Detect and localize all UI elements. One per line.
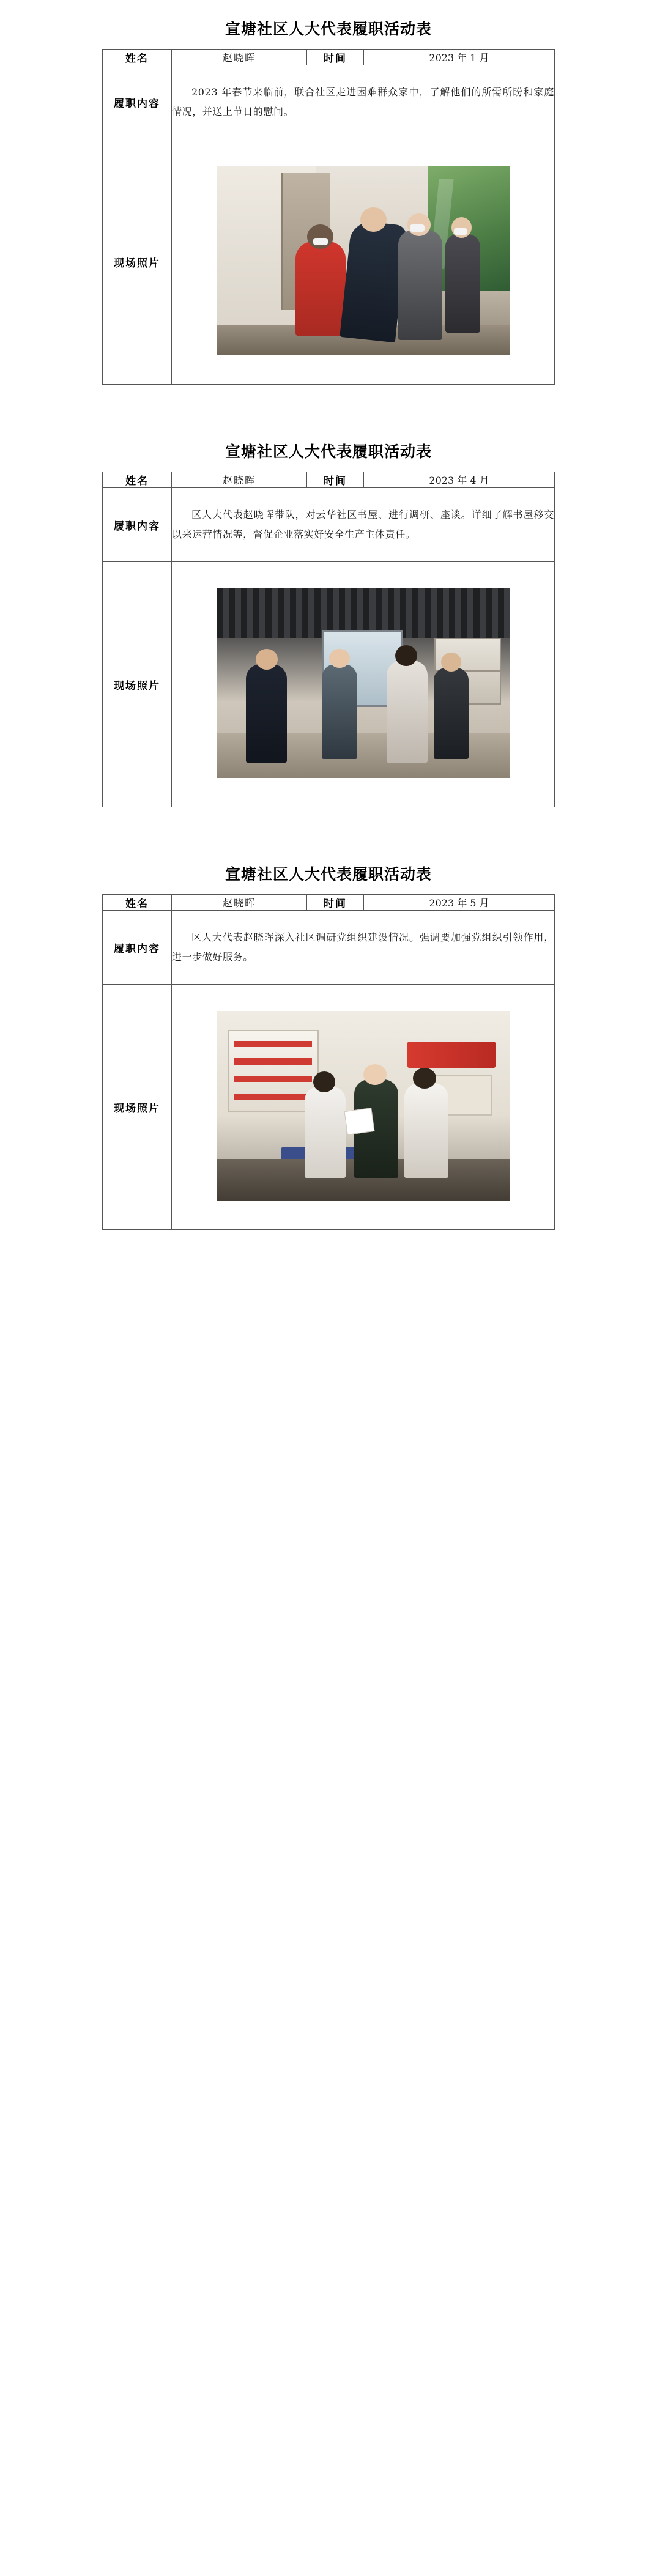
photo-person-2-head bbox=[363, 1064, 387, 1085]
site-photo-3 bbox=[217, 1011, 510, 1201]
time-label: 时间 bbox=[307, 895, 364, 911]
name-label: 姓名 bbox=[103, 472, 172, 488]
photo-label: 现场照片 bbox=[103, 562, 172, 807]
photo-person-far bbox=[445, 234, 481, 333]
time-value: 2023 年 4 月 bbox=[364, 472, 555, 488]
activity-form-table bbox=[102, 894, 555, 1230]
name-value: 赵晓晖 bbox=[172, 895, 307, 911]
content-value bbox=[172, 488, 555, 562]
content-paragraph: 区人大代表赵晓晖带队，对云华社区书屋、进行调研、座谈。详细了解书屋移交以来运营情况等，督促企业落实好安全生产主体责任。 bbox=[172, 509, 554, 540]
table-row bbox=[103, 65, 555, 139]
page-title: 宣塘社区人大代表履职活动表 bbox=[225, 20, 432, 38]
content-paragraph: 区人大代表赵晓晖深入社区调研党组织建设情况。强调要加强党组织引领作用，进一步做好服务。 bbox=[172, 931, 554, 963]
table-row bbox=[103, 50, 555, 65]
photo-value bbox=[172, 985, 555, 1230]
site-photo-1 bbox=[217, 166, 510, 355]
time-label: 时间 bbox=[307, 50, 364, 65]
activity-record-block bbox=[0, 17, 657, 440]
name-label: 姓名 bbox=[103, 895, 172, 911]
activity-record-block bbox=[0, 862, 657, 1285]
photo-document-sheet bbox=[344, 1108, 374, 1135]
table-row bbox=[103, 911, 555, 985]
photo-value bbox=[172, 139, 555, 385]
photo-mask-icon bbox=[410, 224, 425, 232]
table-row bbox=[103, 985, 555, 1230]
time-value: 2023 年 1 月 bbox=[364, 50, 555, 65]
name-label: 姓名 bbox=[103, 50, 172, 65]
content-value bbox=[172, 65, 555, 139]
photo-person-grey bbox=[398, 230, 442, 340]
name-value: 赵晓晖 bbox=[172, 472, 307, 488]
name-value: 赵晓晖 bbox=[172, 50, 307, 65]
photo-person-1-head bbox=[313, 1071, 335, 1092]
activity-record-block bbox=[0, 440, 657, 862]
photo-person-2 bbox=[322, 664, 357, 759]
page-title: 宣塘社区人大代表履职活动表 bbox=[225, 443, 432, 461]
content-label: 履职内容 bbox=[103, 65, 172, 139]
activity-form-table bbox=[102, 472, 555, 807]
photo-person-coat-head bbox=[360, 207, 387, 232]
table-row bbox=[103, 895, 555, 911]
photo-person-coat bbox=[340, 220, 407, 343]
content-paragraph: 2023 年春节来临前，联合社区走进困难群众家中，了解他们的所需所盼和家庭情况，并送上节日的慰问。 bbox=[172, 86, 554, 117]
photo-person-3 bbox=[404, 1083, 448, 1178]
table-row bbox=[103, 562, 555, 807]
content-value bbox=[172, 911, 555, 985]
photo-label: 现场照片 bbox=[103, 985, 172, 1230]
activity-form-table bbox=[102, 49, 555, 385]
time-label: 时间 bbox=[307, 472, 364, 488]
photo-red-banner bbox=[407, 1042, 496, 1068]
site-photo-2 bbox=[217, 588, 510, 778]
photo-value bbox=[172, 562, 555, 807]
photo-label: 现场照片 bbox=[103, 139, 172, 385]
content-label: 履职内容 bbox=[103, 488, 172, 562]
photo-person-1 bbox=[246, 664, 287, 763]
photo-person-1 bbox=[305, 1087, 346, 1178]
content-label: 履职内容 bbox=[103, 911, 172, 985]
photo-person-red bbox=[295, 242, 346, 336]
photo-person-2-head bbox=[329, 649, 350, 668]
table-row bbox=[103, 488, 555, 562]
page-title: 宣塘社区人大代表履职活动表 bbox=[225, 865, 432, 883]
photo-person-4 bbox=[434, 668, 469, 759]
photo-mask-icon bbox=[313, 238, 328, 245]
photo-person-3 bbox=[387, 661, 428, 763]
table-row bbox=[103, 472, 555, 488]
table-row bbox=[103, 139, 555, 385]
document-page bbox=[0, 0, 657, 1285]
time-value: 2023 年 5 月 bbox=[364, 895, 555, 911]
photo-mask-icon bbox=[454, 228, 467, 235]
